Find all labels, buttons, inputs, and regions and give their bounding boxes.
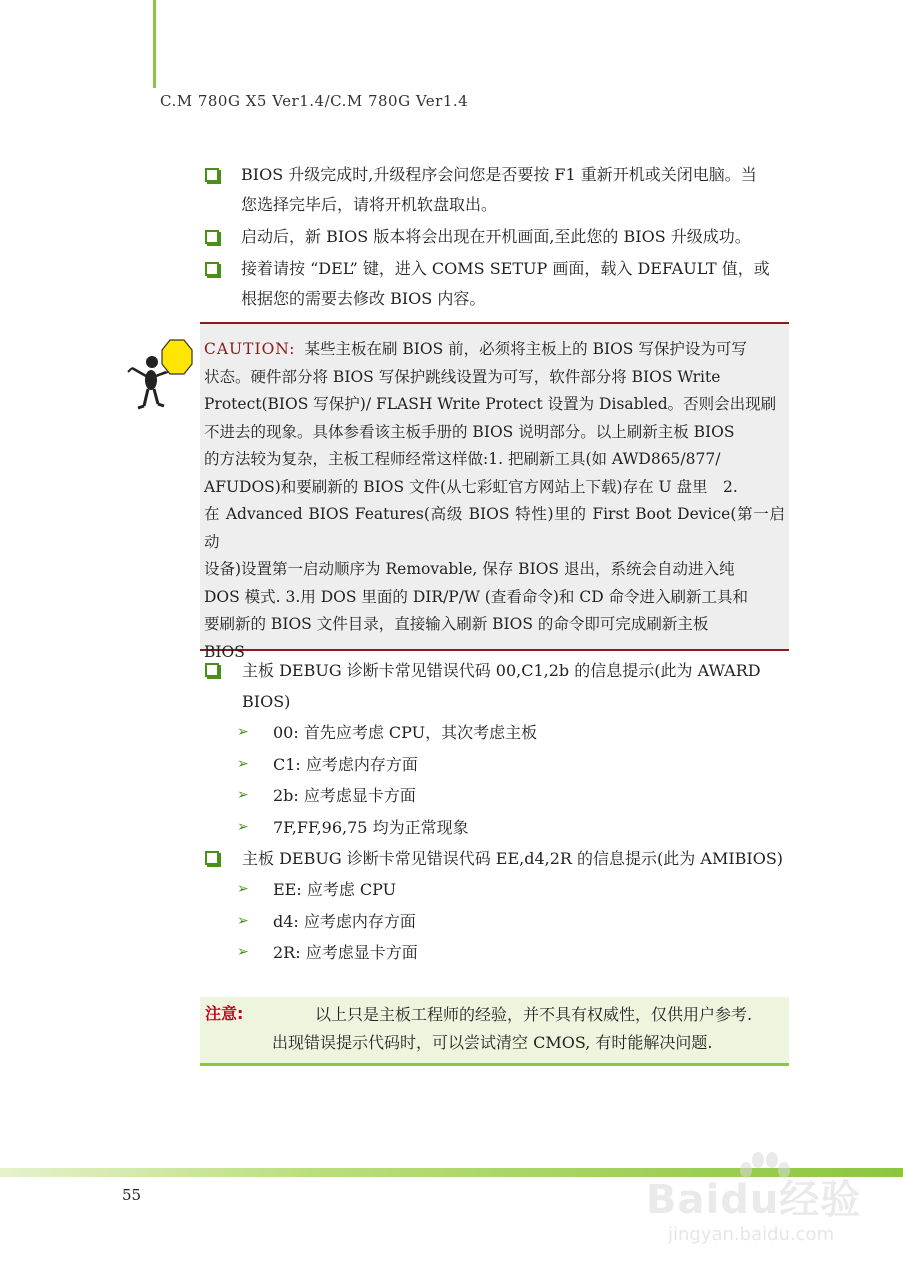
list-item: BIOS 升级完成时,升级程序会问您是否要按 F1 重新开机或关闭电脑。当 您选择完毕后，请将开机软盘取出。 bbox=[205, 160, 800, 220]
list-item: ➢ d4: 应考虑内存方面 bbox=[205, 906, 805, 938]
list-item: ➢ 2b: 应考虑显卡方面 bbox=[205, 780, 805, 812]
checkbox-bullet-icon bbox=[205, 851, 219, 865]
caution-label: CAUTION: bbox=[204, 340, 296, 358]
baidu-watermark bbox=[646, 1148, 871, 1273]
list-item: ➢ 7F,FF,96,75 均为正常现象 bbox=[205, 812, 805, 844]
checkbox-bullet-icon bbox=[205, 262, 219, 276]
note-label: 注意: bbox=[205, 1004, 244, 1023]
debug-code-section bbox=[205, 655, 805, 969]
list-item: 接着请按 “DEL” 键，进入 COMS SETUP 画面，载入 DEFAULT 值，或 根据您的需要去修改 BIOS 内容。 bbox=[205, 254, 800, 314]
caution-figure-icon bbox=[126, 332, 198, 412]
watermark-brand: Baidu经验 bbox=[646, 1177, 862, 1223]
checkbox-bullet-icon bbox=[205, 230, 219, 244]
watermark-url: jingyan.baidu.com bbox=[668, 1224, 835, 1245]
checkbox-bullet-icon bbox=[205, 168, 219, 182]
arrow-bullet-icon: ➢ bbox=[237, 724, 249, 740]
header-accent-line bbox=[153, 0, 156, 88]
upgrade-steps bbox=[205, 160, 800, 316]
award-code-list bbox=[205, 717, 805, 843]
arrow-bullet-icon: ➢ bbox=[237, 912, 249, 929]
page-number: 55 bbox=[122, 1186, 142, 1204]
list-item: 主板 DEBUG 诊断卡常见错误代码 EE,d4,2R 的信息提示(此为 AMIBIOS) bbox=[205, 843, 805, 874]
list-item: ➢ C1: 应考虑内存方面 bbox=[205, 749, 805, 781]
arrow-bullet-icon: ➢ bbox=[237, 818, 249, 835]
list-item: ➢ EE: 应考虑 CPU bbox=[205, 874, 805, 906]
checkbox-bullet-icon bbox=[205, 663, 219, 677]
caution-box: CAUTION: 某些主板在刷 BIOS 前，必须将主板上的 BIOS 写保护设为可写 状态。硬件部分将 BIOS 写保护跳线设置为可写，软件部分将 BIOS Write Protect(BIOS 写保护)/ FLASH Write Protect 设置为 Disabled。否则会出现刷 不进去的现象。具体参看该主板手册的 BIOS 说明部分。以上刷新主板 BIOS 的方法较为复杂，主板工程师经常这样做:1. 把刷新工具(如 AWD865/877/ AFUDOS)和要刷新的 BIOS 文件(从七彩虹官方网站上下载)存在 U 盘里 2. 在 Advanced BIOS Features(高级 BIOS 特性)里的 First Boot Device(第一启动 设备)设置第一启动顺序为 Removable, 保存 BIOS 退出，系统会自动进入纯 DOS 模式. 3.用 DOS 里面的 DIR/P/W (查看命令)和 CD 命令进入刷新工具和 要刷新的 BIOS 文件目录，直接输入刷新 BIOS 的命令即可完成刷新主板 BIOS bbox=[200, 322, 789, 651]
arrow-bullet-icon: ➢ bbox=[237, 881, 249, 897]
arrow-bullet-icon: ➢ bbox=[237, 755, 249, 772]
list-item: ➢ 2R: 应考虑显卡方面 bbox=[205, 937, 805, 969]
note-box: 注意: 以上只是主板工程师的经验，并不具有权威性，仅供用户参考. 出现错误提示代码时，可以尝试清空 CMOS, 有时能解决问题. bbox=[200, 997, 789, 1066]
list-item: 启动后，新 BIOS 版本将会出现在开机画面,至此您的 BIOS 升级成功。 bbox=[205, 222, 800, 252]
model-header: C.M 780G X5 Ver1.4/C.M 780G Ver1.4 bbox=[160, 92, 469, 110]
list-item: ➢ 00: 首先应考虑 CPU，其次考虑主板 bbox=[205, 717, 805, 749]
arrow-bullet-icon: ➢ bbox=[237, 944, 249, 960]
ami-code-list bbox=[205, 874, 805, 969]
arrow-bullet-icon: ➢ bbox=[237, 787, 249, 803]
list-item: 主板 DEBUG 诊断卡常见错误代码 00,C1,2b 的信息提示(此为 AWARD BIOS) bbox=[205, 655, 805, 717]
